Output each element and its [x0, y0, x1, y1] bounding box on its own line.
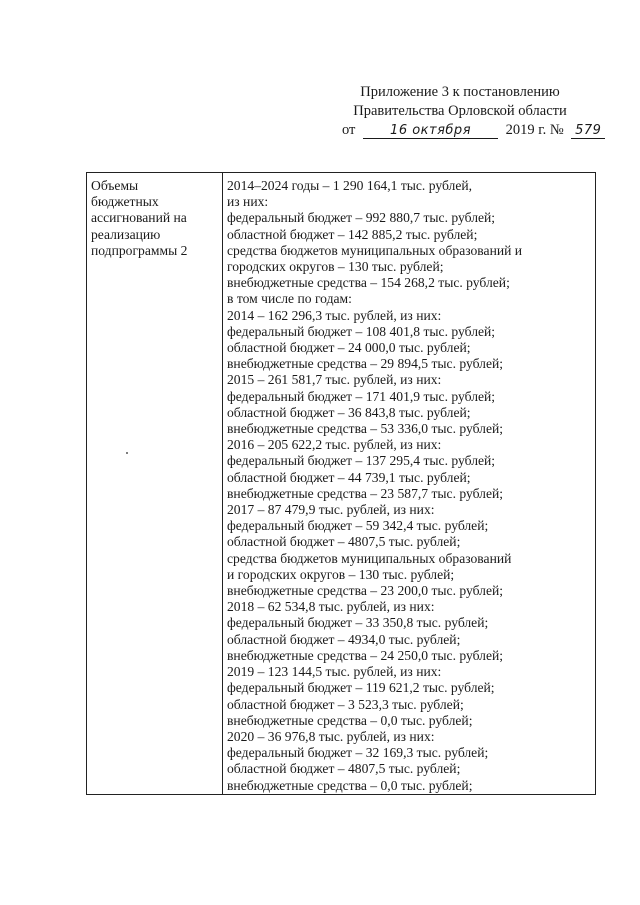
budget-line: внебюджетные средства – 23 587,7 тыс. рублей;	[227, 485, 504, 501]
budget-line: внебюджетные средства – 53 336,0 тыс. рублей;	[227, 421, 504, 437]
budget-line: внебюджетные средства – 154 268,2 тыс. рублей;	[227, 275, 510, 291]
budget-line: и городских округов – 130 тыс. рублей;	[227, 566, 455, 582]
budget-line: федеральный бюджет – 992 880,7 тыс. рублей;	[227, 210, 496, 226]
budget-line: областной бюджет – 44 739,1 тыс. рублей;	[227, 469, 471, 485]
budget-line: областной бюджет – 3 523,3 тыс. рублей;	[227, 696, 464, 712]
appendix-issuer: Правительства Орловской области	[353, 103, 567, 119]
budget-line: 2019 – 123 144,5 тыс. рублей, из них:	[227, 664, 442, 680]
year-text: 2019 г. №	[505, 122, 564, 138]
budget-line: внебюджетные средства – 0,0 тыс. рублей;	[227, 712, 473, 728]
budget-line: средства бюджетов муниципальных образований	[227, 550, 512, 566]
budget-line: 2017 – 87 479,9 тыс. рублей, из них:	[227, 502, 435, 518]
budget-line: федеральный бюджет – 171 401,9 тыс. рублей;	[227, 388, 496, 404]
budget-line: областной бюджет – 24 000,0 тыс. рублей;	[227, 340, 471, 356]
row-content-cell	[223, 173, 596, 795]
budget-line: в том числе по годам:	[227, 291, 352, 307]
appendix-title: Приложение 3 к постановлению	[360, 84, 560, 100]
budget-line: 2018 – 62 534,8 тыс. рублей, из них:	[227, 599, 435, 615]
budget-line: областной бюджет – 36 843,8 тыс. рублей;	[227, 404, 471, 420]
budget-line: 2020 – 36 976,8 тыс. рублей, из них:	[227, 728, 435, 744]
budget-line: федеральный бюджет – 33 350,8 тыс. рублей;	[227, 615, 489, 631]
appendix-header	[330, 83, 602, 140]
budget-line: областной бюджет – 4934,0 тыс. рублей;	[227, 631, 461, 647]
budget-line: областной бюджет – 142 885,2 тыс. рублей;	[227, 226, 478, 242]
budget-line: федеральный бюджет – 59 342,4 тыс. рублей;	[227, 518, 489, 534]
budget-line: 2014 – 162 296,3 тыс. рублей, из них:	[227, 307, 442, 323]
budget-line: федеральный бюджет – 119 621,2 тыс. рублей;	[227, 680, 495, 696]
budget-line: внебюджетные средства – 23 200,0 тыс. рублей;	[227, 583, 504, 599]
handwritten-date: 16 октября	[363, 123, 498, 139]
budget-line: городских округов – 130 тыс. рублей;	[227, 259, 444, 275]
budget-line: областной бюджет – 4807,5 тыс. рублей;	[227, 761, 461, 777]
budget-line: федеральный бюджет – 137 295,4 тыс. рублей;	[227, 453, 496, 469]
budget-table	[86, 172, 596, 795]
budget-line: федеральный бюджет – 32 169,3 тыс. рублей;	[227, 745, 489, 761]
budget-line: 2015 – 261 581,7 тыс. рублей, из них:	[227, 372, 442, 388]
appendix-date-line	[330, 121, 602, 140]
budget-line: внебюджетные средства – 29 894,5 тыс. рублей;	[227, 356, 504, 372]
budget-line: областной бюджет – 4807,5 тыс. рублей;	[227, 534, 461, 550]
budget-line: из них:	[227, 194, 269, 210]
from-prefix: от	[342, 122, 356, 138]
scan-speck	[126, 452, 128, 454]
handwritten-number: 579	[571, 123, 605, 139]
budget-line: внебюджетные средства – 24 250,0 тыс. рублей;	[227, 647, 504, 663]
budget-line: внебюджетные средства – 0,0 тыс. рублей;	[227, 777, 473, 793]
budget-line: федеральный бюджет – 108 401,8 тыс. рублей;	[227, 323, 496, 339]
budget-line: 2014–2024 годы – 1 290 164,1 тыс. рублей,	[227, 178, 473, 193]
budget-line: средства бюджетов муниципальных образований и	[227, 242, 523, 258]
budget-line: 2016 – 205 622,2 тыс. рублей, из них:	[227, 437, 442, 453]
row-label-cell: Объемы бюджетных ассигнований на реализацию подпрограммы 2	[87, 173, 223, 795]
table-row	[87, 173, 596, 795]
